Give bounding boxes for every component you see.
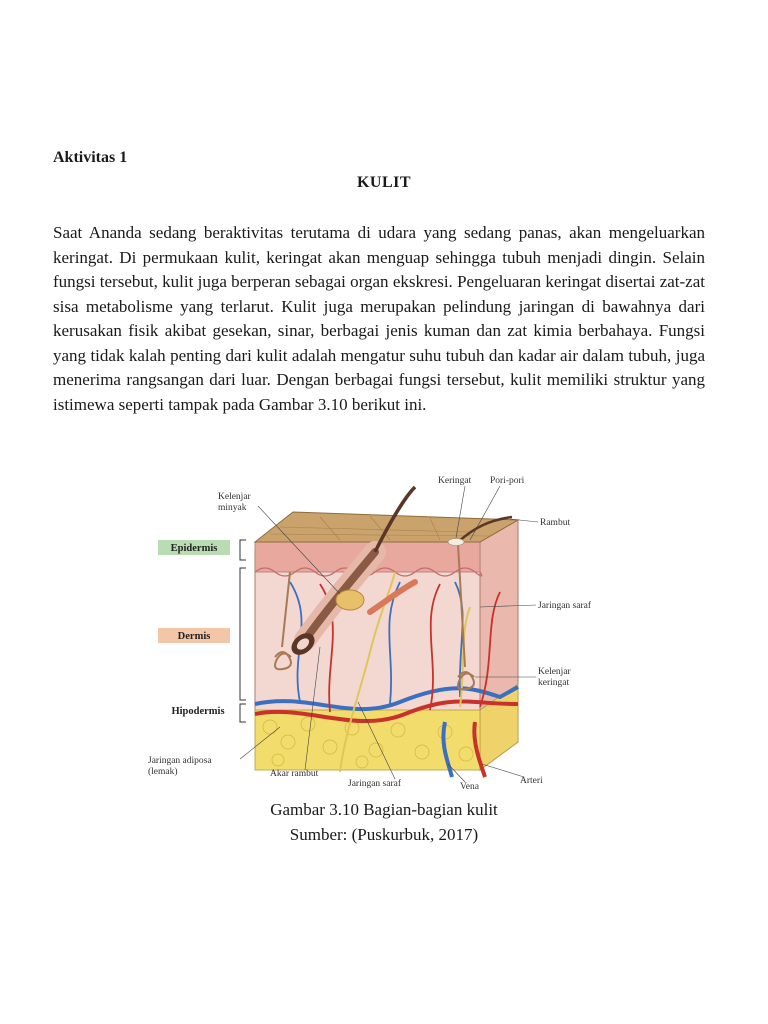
adipose-label-1: Jaringan adiposa — [148, 756, 212, 766]
hipodermis-label: Hipodermis — [171, 706, 225, 717]
figure-caption — [0, 797, 768, 847]
skin-diagram — [140, 472, 600, 792]
page-title: KULIT — [356, 174, 412, 191]
sweat-gland-label-1: Kelenjar — [538, 667, 571, 677]
epidermis-label: Epidermis — [170, 543, 218, 554]
oil-gland-label-1: Kelenjar — [218, 492, 251, 502]
sweat-pore — [448, 539, 464, 546]
caption-source: Sumber: (Puskurbuk, 2017) — [289, 825, 479, 844]
vein-label: Vena — [460, 782, 479, 792]
sweat-label: Keringat — [438, 476, 472, 486]
dermis-label: Dermis — [177, 631, 211, 642]
nerve-label-bottom: Jaringan saraf — [348, 779, 402, 789]
body-paragraph: Saat Ananda sedang beraktivitas terutama di udara yang sedang panas, akan mengeluarkan keringat. Di permukaan kulit, keringat akan menguap sehingga tubuh menjadi dingin. Selain fungsi tersebut, kulit juga berperan sebagai organ ekskresi. Pengeluaran keringat disertai zat-zat sisa metabolisme yang terlarut. Kulit juga merupakan pelindung jaringan di bawahnya dari kerusakan fisik akibat gesekan, sinar, berbagai jenis kuman dan zat kimia berbahaya. Fungsi yang tidak kalah penting dari kulit adalah mengatur suhu tubuh dan kadar air dalam tubuh, juga menerima rangsangan dari luar. Dengan berbagai fungsi tersebut, kulit memiliki struktur yang istimewa seperti tampak pada Gambar 3.10 berikut ini. — [53, 223, 705, 414]
sweat-gland-label-2: keringat — [538, 678, 570, 688]
pore-label: Pori-pori — [490, 476, 525, 486]
hair-label: Rambut — [540, 518, 571, 528]
nerve-label-right: Jaringan saraf — [538, 601, 592, 611]
dermis-bracket — [240, 568, 246, 700]
oil-gland — [336, 590, 364, 610]
adipose-label-2: (lemak) — [148, 767, 178, 777]
hipodermis-bracket — [240, 704, 246, 722]
epidermis-bracket — [240, 540, 246, 560]
oil-gland-label-2: minyak — [218, 503, 247, 513]
caption-title: Gambar 3.10 Bagian-bagian kulit — [270, 800, 498, 819]
activity-heading: Aktivitas 1 — [53, 149, 128, 166]
hair-root-label: Akar rambut — [270, 769, 319, 779]
artery-label: Arteri — [520, 776, 543, 786]
